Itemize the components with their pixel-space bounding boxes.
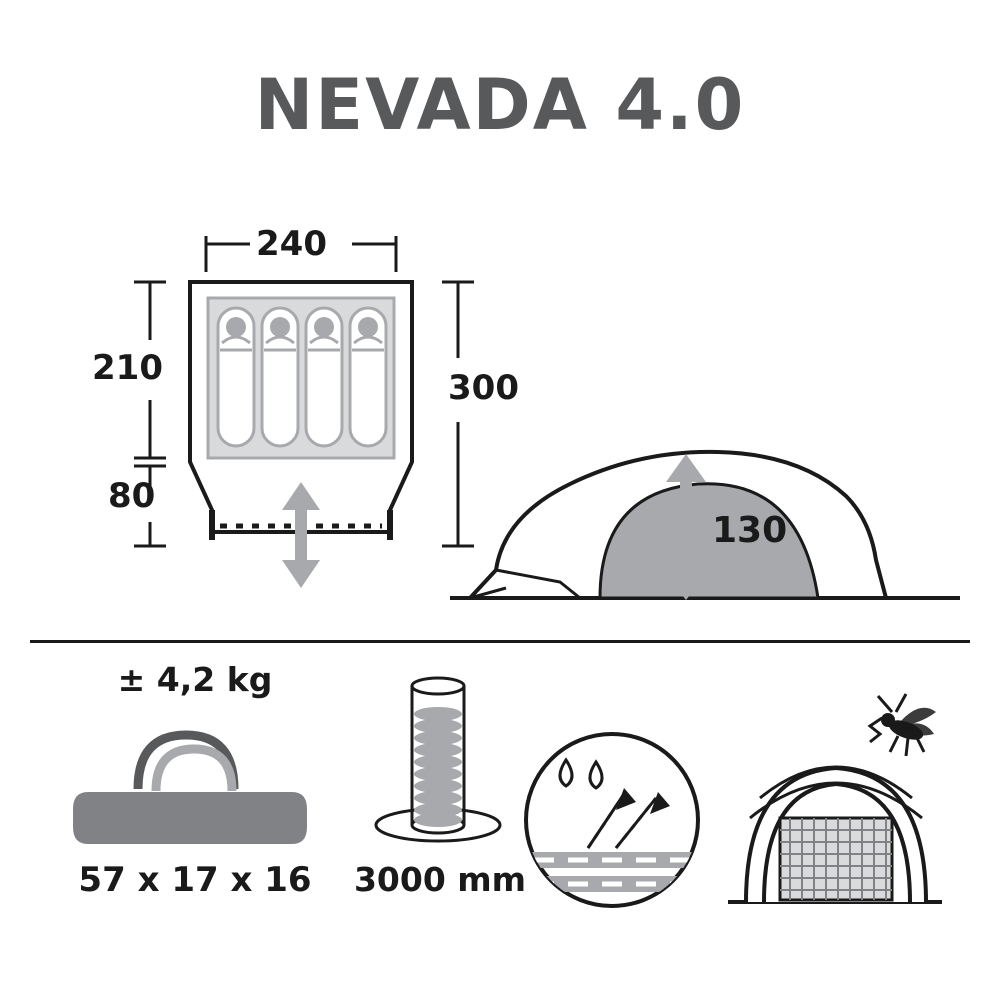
side-view-diagram	[440, 420, 970, 620]
total-depth-label: 300	[448, 368, 519, 408]
inner-depth-label: 210	[92, 348, 163, 388]
carry-bag-icon	[60, 715, 330, 850]
feature-water-column	[330, 660, 550, 920]
height-label: 130	[712, 510, 788, 551]
feature-mosquito-mesh	[720, 690, 950, 920]
section-divider	[30, 640, 970, 643]
porch-depth-label: 80	[108, 476, 156, 516]
weight-label: ± 4,2 kg	[117, 660, 273, 699]
width-label: 240	[256, 224, 327, 264]
feature-weight-packsize	[60, 660, 330, 920]
side-view-svg	[440, 420, 970, 620]
water-column-icon	[330, 670, 550, 855]
water-column-label: 3000 mm	[353, 860, 527, 899]
feature-waterproof	[520, 730, 720, 910]
waterproof-fabric-icon	[520, 730, 720, 910]
page-title: NEVADA 4.0	[254, 64, 746, 146]
mosquito-glyph	[878, 694, 936, 756]
packsize-label: 57 x 17 x 16	[78, 860, 312, 900]
mosquito-mesh-icon	[720, 690, 950, 920]
